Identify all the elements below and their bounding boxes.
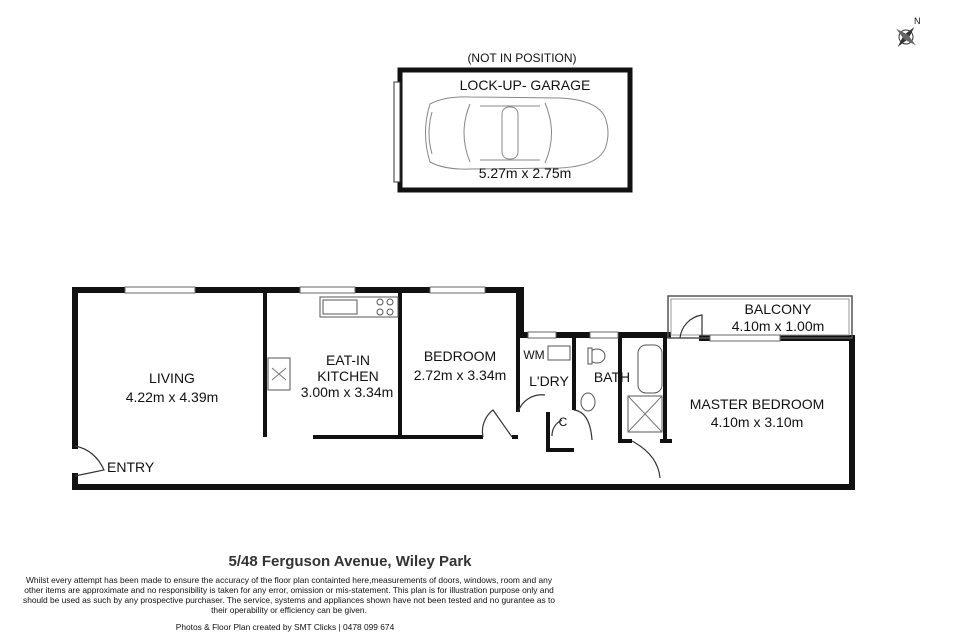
laundry-door [518, 395, 545, 412]
master-door [632, 441, 660, 478]
cupboard-name: C [558, 415, 568, 429]
window [125, 287, 195, 293]
car-icon [426, 97, 609, 169]
window [710, 335, 780, 341]
garage-note: (NOT IN POSITION) [467, 51, 577, 65]
living-name: LIVING [149, 370, 195, 386]
kitchen-name-line2: KITCHEN [317, 368, 379, 384]
balcony-name: BALCONY [744, 301, 812, 317]
credit-line: Photos & Floor Plan created by SMT Clicks | 0478 099 674 [175, 622, 395, 632]
garage-dimensions: 5.27m x 2.75m [478, 165, 572, 181]
laundry-tub-icon [548, 346, 570, 360]
window [590, 332, 618, 338]
entry-name: ENTRY [107, 459, 155, 475]
compass-north-label: N [914, 16, 921, 26]
garage-door [394, 82, 400, 182]
bath-name: BATH [593, 369, 631, 385]
bedroom-name: BEDROOM [423, 348, 497, 364]
bathtub-icon [638, 345, 662, 393]
balcony [668, 296, 852, 338]
property-address: 5/48 Ferguson Avenue, Wiley Park [228, 553, 472, 570]
entry-door [75, 446, 104, 476]
windows [125, 287, 780, 341]
washing-machine-label: WM [523, 348, 545, 362]
bath-door [574, 410, 592, 440]
living-dimensions: 4.22m x 4.39m [125, 389, 219, 405]
kitchen-name-line1: EAT-IN [325, 352, 371, 368]
window [300, 287, 355, 293]
bedroom-dimensions: 2.72m x 3.34m [413, 367, 507, 383]
garage [394, 51, 630, 190]
garage-name: LOCK-UP- GARAGE [459, 77, 591, 93]
master-bedroom-name: MASTER BEDROOM [689, 396, 825, 412]
bedroom-door [482, 410, 512, 437]
sink-icon [323, 300, 357, 314]
balcony-dimensions: 4.10m x 1.00m [731, 318, 825, 334]
laundry-name: L'DRY [529, 373, 569, 389]
window [528, 332, 556, 338]
kitchen-dimensions: 3.00m x 3.34m [300, 384, 394, 400]
master-bedroom-dimensions: 4.10m x 3.10m [710, 414, 804, 430]
disclaimer-text: Whilst every attempt has been made to ensure the accuracy of the floor plan containted here,measurements of doors, windows, room and any other items are approximate and no responsibility is taken for any error, omission or mis-statement. This plan is for illustration purpose only and should be used as such by any prospective purchaser. The service, systems and appliances shown have not been tested and no gurantee as to their operability or efficiency can be given. [23, 575, 555, 615]
basin-icon [581, 393, 595, 411]
window [430, 287, 485, 293]
